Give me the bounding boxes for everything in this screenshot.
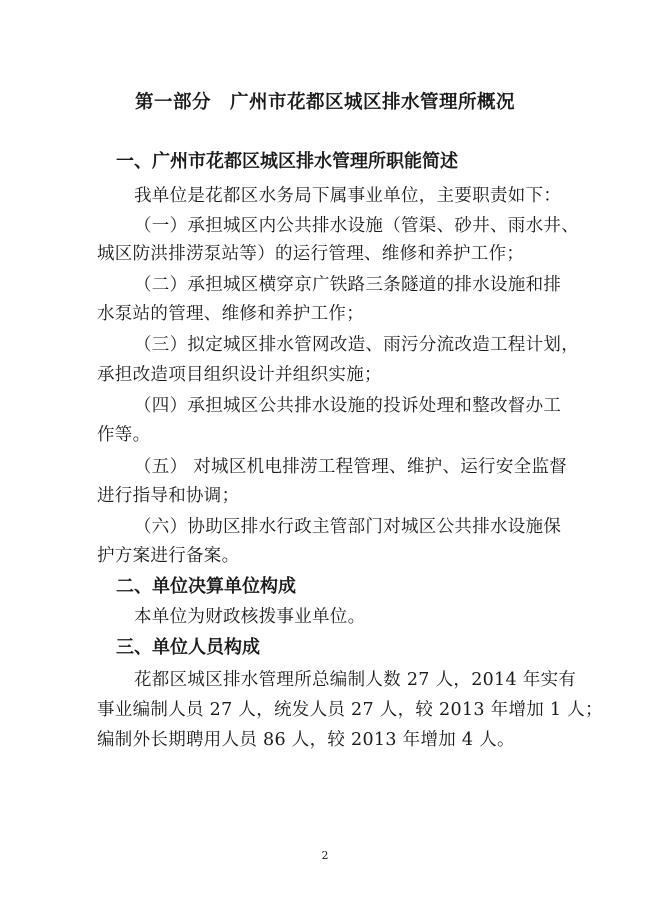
page-number: 2: [321, 849, 329, 862]
section-heading-functions: 一、广州市花都区城区排水管理所职能简述: [116, 151, 458, 172]
paragraph-line: （三）拟定城区排水管网改造、雨污分流改造工程计划，: [134, 335, 579, 355]
paragraph-line: 城区防洪排涝泵站等）的运行管理、维修和养护工作；: [97, 244, 525, 264]
paragraph-line: （一）承担城区内公共排水设施（管渠、砂井、雨水井、: [134, 216, 579, 236]
paragraph-line: 编制外长期聘用人员 86 人，较 2013 年增加 4 人。: [97, 730, 515, 750]
paragraph-line: 承担改造项目组织设计并组织实施；: [97, 365, 382, 385]
paragraph-line: 本单位为财政核拨事业单位。: [134, 607, 366, 627]
paragraph-line: 事业编制人员 27 人，统发人员 27 人，较 2013 年增加 1 人；: [97, 700, 603, 720]
paragraph-line: （五） 对城区机电排涝工程管理、维护、运行安全监督: [134, 457, 568, 477]
section-heading-staff: 三、单位人员构成: [116, 637, 260, 658]
paragraph-line: （二）承担城区横穿京广铁路三条隧道的排水设施和排: [134, 275, 562, 295]
paragraph-line: 进行指导和协调；: [97, 486, 240, 506]
paragraph-line: （六）协助区排水行政主管部门对城区公共排水设施保: [134, 517, 562, 537]
paragraph-line: 护方案进行备案。: [97, 546, 240, 566]
paragraph-line: （四）承担城区公共排水设施的投诉处理和整改督办工: [134, 396, 562, 416]
section-heading-budget-units: 二、单位决算单位构成: [116, 576, 296, 597]
page-title: 第一部分 广州市花都区城区排水管理所概况: [134, 92, 515, 113]
paragraph-line: 我单位是花都区水务局下属事业单位，主要职责如下：: [134, 186, 562, 206]
paragraph-line: 花都区城区排水管理所总编制人数 27 人，2014 年实有: [134, 670, 577, 690]
paragraph-line: 作等。: [97, 425, 151, 445]
paragraph-line: 水泵站的管理、维修和养护工作；: [97, 304, 364, 324]
